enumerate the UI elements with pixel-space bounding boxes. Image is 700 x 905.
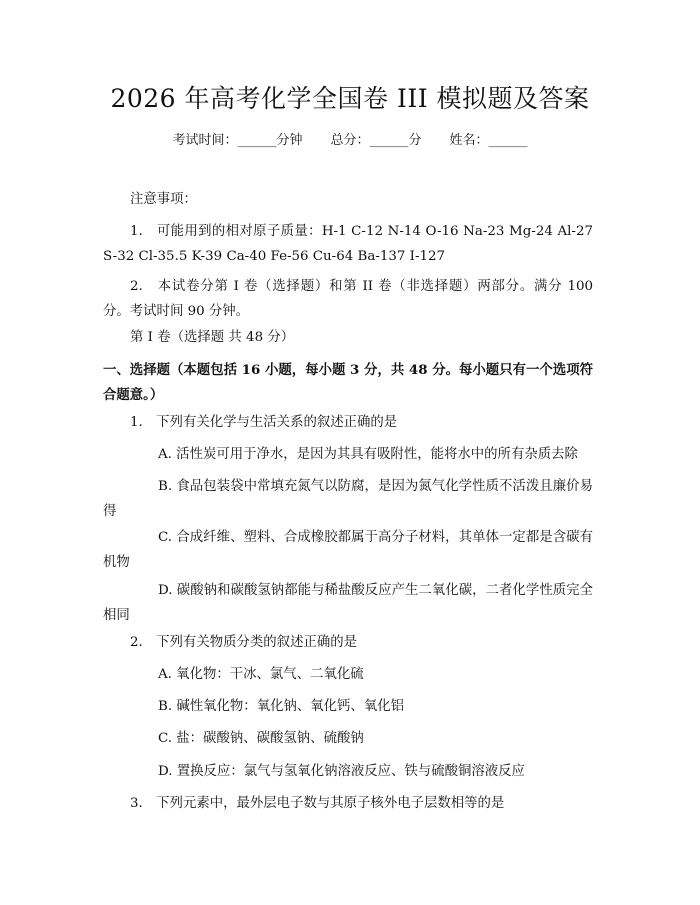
exam-meta-line xyxy=(0,130,700,152)
notice-item-2: 2. 本试卷分第 I 卷（选择题）和第 II 卷（非选择题）两部分。满分 100 分。考试时间 90 分钟。 xyxy=(103,279,593,319)
question-1-option-c: C. 合成纤维、塑料、合成橡胶都属于高分子材料，其单体一定都是含碳有机物 xyxy=(103,530,593,570)
section-heading: 一、选择题（本题包括 16 小题，每小题 3 分，共 48 分。每小题只有一个选项符合题意。） xyxy=(103,362,593,403)
question-1-option-a: A. 活性炭可用于净水，是因为其具有吸附性，能将水中的所有杂质去除 xyxy=(158,447,578,462)
notice-item-1: 1. 可能用到的相对原子质量：H-1 C-12 N-14 O-16 Na-23 Mg-24 Al-27 S-32 Cl-35.5 K-39 Ca-40 Fe-56 Cu-64 Ba-137 I-127 xyxy=(103,224,593,264)
total-score-field: 总分：______分 xyxy=(330,133,422,148)
question-3-stem: 3. 下列元素中，最外层电子数与其原子核外电子层数相等的是 xyxy=(130,796,505,811)
exam-time-field: 考试时间：______分钟 xyxy=(172,133,303,148)
question-1-option-d: D. 碳酸钠和碳酸氢钠都能与稀盐酸反应产生二氧化碳，二者化学性质完全相同 xyxy=(103,583,593,623)
question-2-option-a: A. 氧化物：干冰、氯气、二氧化硫 xyxy=(158,667,364,682)
page-title: 2026 年高考化学全国卷 III 模拟题及答案 xyxy=(110,84,590,113)
notice-heading: 注意事项： xyxy=(130,192,197,207)
question-1-option-b: B. 食品包装袋中常填充氮气以防腐，是因为氮气化学性质不活泼且廉价易得 xyxy=(103,479,593,519)
question-2-option-b: B. 碱性氧化物：氧化钠、氧化钙、氧化铝 xyxy=(158,699,404,714)
student-name-field: 姓名：______ xyxy=(449,133,528,148)
question-1-stem: 1. 下列有关化学与生活关系的叙述正确的是 xyxy=(130,415,398,430)
question-2-option-c: C. 盐：碳酸钠、碳酸氢钠、硫酸钠 xyxy=(158,731,364,746)
part-heading: 第 I 卷（选择题 共 48 分） xyxy=(130,330,295,345)
question-2-stem: 2. 下列有关物质分类的叙述正确的是 xyxy=(130,635,358,650)
question-2-option-d: D. 置换反应：氯气与氢氧化钠溶液反应、铁与硫酸铜溶液反应 xyxy=(158,764,525,779)
